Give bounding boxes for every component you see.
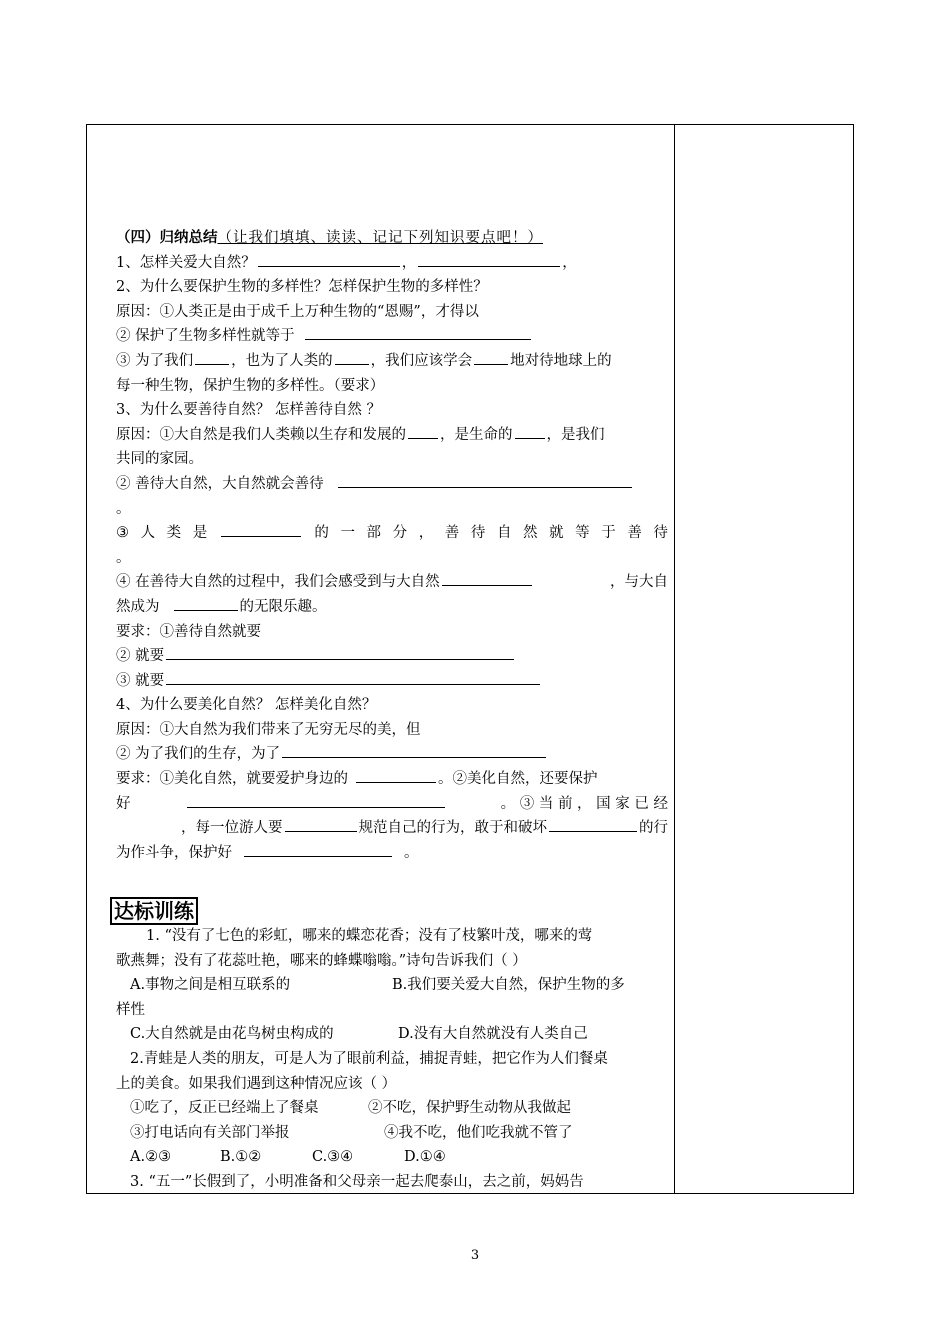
statement-3: ③打电话向有关部门举报 xyxy=(130,1124,290,1141)
q4-requirement-1: 要求：①美化自然，就要爱护身边的 。②美化自然，还要保护 xyxy=(116,767,668,792)
q4-requirement-3: ，每一位游人要 规范自己的行为，敢于和破坏 的行 xyxy=(116,816,668,841)
question-4: 4、为什么要美化自然？ 怎样美化自然？ xyxy=(116,697,377,714)
q3-requirement-1: 要求：①善待自然就要 xyxy=(116,623,261,640)
answer-blank[interactable] xyxy=(221,521,301,537)
answer-blank[interactable] xyxy=(305,324,531,340)
question-3: 3、为什么要善待自然？ 怎样善待自然 ？ xyxy=(116,402,381,419)
q3-reason-3: ③ 人 类 是 的 一 部 分 ， 善 待 自 然 就 等 于 善 待 xyxy=(116,521,668,546)
practice-q1-line1: 1. “没有了七色的彩虹，哪来的蝶恋花香；没有了枝繁叶茂，哪来的莺 xyxy=(146,928,593,944)
q3-requirement-3: ③ 就要 xyxy=(116,669,668,694)
answer-blank[interactable] xyxy=(335,349,369,365)
q2-reason-3: ③ 为了我们 ，也为了人类的 ，我们应该学会 地对待地球上的 xyxy=(116,349,668,374)
answer-blank[interactable] xyxy=(474,349,508,365)
statement-4: ④我不吃，他们吃我就不管了 xyxy=(384,1124,573,1141)
q2-reason-3-cont: 每一种生物，保护生物的多样性。（要求） xyxy=(116,377,385,394)
practice-q2-statements-12 xyxy=(116,1096,668,1121)
answer-blank[interactable] xyxy=(174,595,238,611)
answer-blank[interactable] xyxy=(187,792,445,808)
option-c[interactable]: C.大自然就是由花鸟树虫构成的 xyxy=(130,1026,334,1043)
q3-reason-1: 原因：①大自然是我们人类赖以生存和发展的 ，是生命的 ，是我们 xyxy=(116,423,668,448)
practice-q2-choices xyxy=(116,1145,668,1170)
answer-blank[interactable] xyxy=(195,349,229,365)
question-2: 2、为什么要保护生物的多样性？怎样保护生物的多样性？ xyxy=(116,279,488,296)
answer-blank[interactable] xyxy=(515,423,545,439)
q2-reason-2: ② 保护了生物多样性就等于 xyxy=(116,324,668,349)
practice-title: 达标训练 xyxy=(110,897,198,925)
choice-a[interactable]: A.②③ xyxy=(130,1149,172,1166)
answer-blank[interactable] xyxy=(282,742,546,758)
practice-q1-options-ab xyxy=(116,973,668,998)
page-number: 3 xyxy=(470,1248,480,1263)
summary-heading: （四）归纳总结（让我们填填、读读、记记下列知识要点吧！） xyxy=(116,229,543,246)
practice-q2-line2: 上的美食。如果我们遇到这种情况应该（ ） xyxy=(116,1075,397,1092)
practice-section xyxy=(116,924,668,1195)
summary-section xyxy=(116,226,668,865)
statement-1: ①吃了，反正已经端上了餐桌 xyxy=(130,1100,319,1117)
practice-q1-line2: 歌燕舞；没有了花蕊吐艳，哪来的蜂蝶嗡嗡。”诗句告诉我们（ ） xyxy=(116,952,527,969)
choice-b[interactable]: B.①② xyxy=(220,1149,262,1166)
q3-requirement-2: ② 就要 xyxy=(116,644,668,669)
question-1: 1、怎样关爱大自然？ ， ， xyxy=(116,251,668,276)
option-d[interactable]: D.没有大自然就没有人类自己 xyxy=(398,1026,588,1043)
choice-c[interactable]: C.③④ xyxy=(312,1149,354,1166)
option-a[interactable]: A.事物之间是相互联系的 xyxy=(130,977,291,994)
practice-q2-statements-34 xyxy=(116,1121,668,1146)
column-divider xyxy=(674,125,675,1193)
answer-blank[interactable] xyxy=(244,841,392,857)
summary-heading-note: （让我们填填、读读、记记下列知识要点吧！） xyxy=(217,230,543,246)
option-b[interactable]: B.我们要关爱大自然，保护生物的多 xyxy=(392,977,625,994)
q3-reason-3-end: 。 xyxy=(116,549,131,566)
answer-blank[interactable] xyxy=(166,669,540,685)
q4-reason-1: 原因：①大自然为我们带来了无穷无尽的美，但 xyxy=(116,721,421,738)
q2-reason-1: 原因：①人类正是由于成千上万种生物的“恩赐”，才得以 xyxy=(116,303,479,320)
practice-q1-options-cd xyxy=(116,1022,668,1047)
answer-blank[interactable] xyxy=(258,251,400,267)
practice-q3-line1: 3. “五一”长假到了，小明准备和父母亲一起去爬泰山，去之前，妈妈告 xyxy=(130,1173,584,1190)
q3-reason-2-end: 。 xyxy=(116,500,131,517)
q4-reason-2: ② 为了我们的生存，为了 xyxy=(116,742,668,767)
q4-requirement-4: 为作斗争，保护好 。 xyxy=(116,841,668,866)
practice-q1-option-b-cont: 样性 xyxy=(116,1001,145,1018)
answer-blank[interactable] xyxy=(408,423,438,439)
practice-q2-line1: 2.青蛙是人类的朋友，可是人为了眼前利益，捕捉青蛙，把它作为人们餐桌 xyxy=(130,1050,608,1067)
q4-requirement-2: 好 。 ③ 当 前 ， 国 家 已 经 xyxy=(116,792,668,817)
answer-blank[interactable] xyxy=(549,816,637,832)
answer-blank[interactable] xyxy=(166,644,514,660)
q3-reason-1-cont: 共同的家园。 xyxy=(116,451,203,468)
q3-reason-2: ② 善待大自然，大自然就会善待 xyxy=(116,472,668,497)
answer-blank[interactable] xyxy=(356,767,436,783)
statement-2: ②不吃，保护野生动物从我做起 xyxy=(368,1100,571,1117)
answer-blank[interactable] xyxy=(285,816,357,832)
answer-blank[interactable] xyxy=(418,251,560,267)
answer-blank[interactable] xyxy=(442,570,532,586)
answer-blank[interactable] xyxy=(338,472,632,488)
q3-reason-4-cont: 然成为 的无限乐趣。 xyxy=(116,595,668,620)
choice-d[interactable]: D.①④ xyxy=(404,1149,446,1166)
q3-reason-4: ④ 在善待大自然的过程中，我们会感受到与大自然 ，与大自 xyxy=(116,570,668,595)
